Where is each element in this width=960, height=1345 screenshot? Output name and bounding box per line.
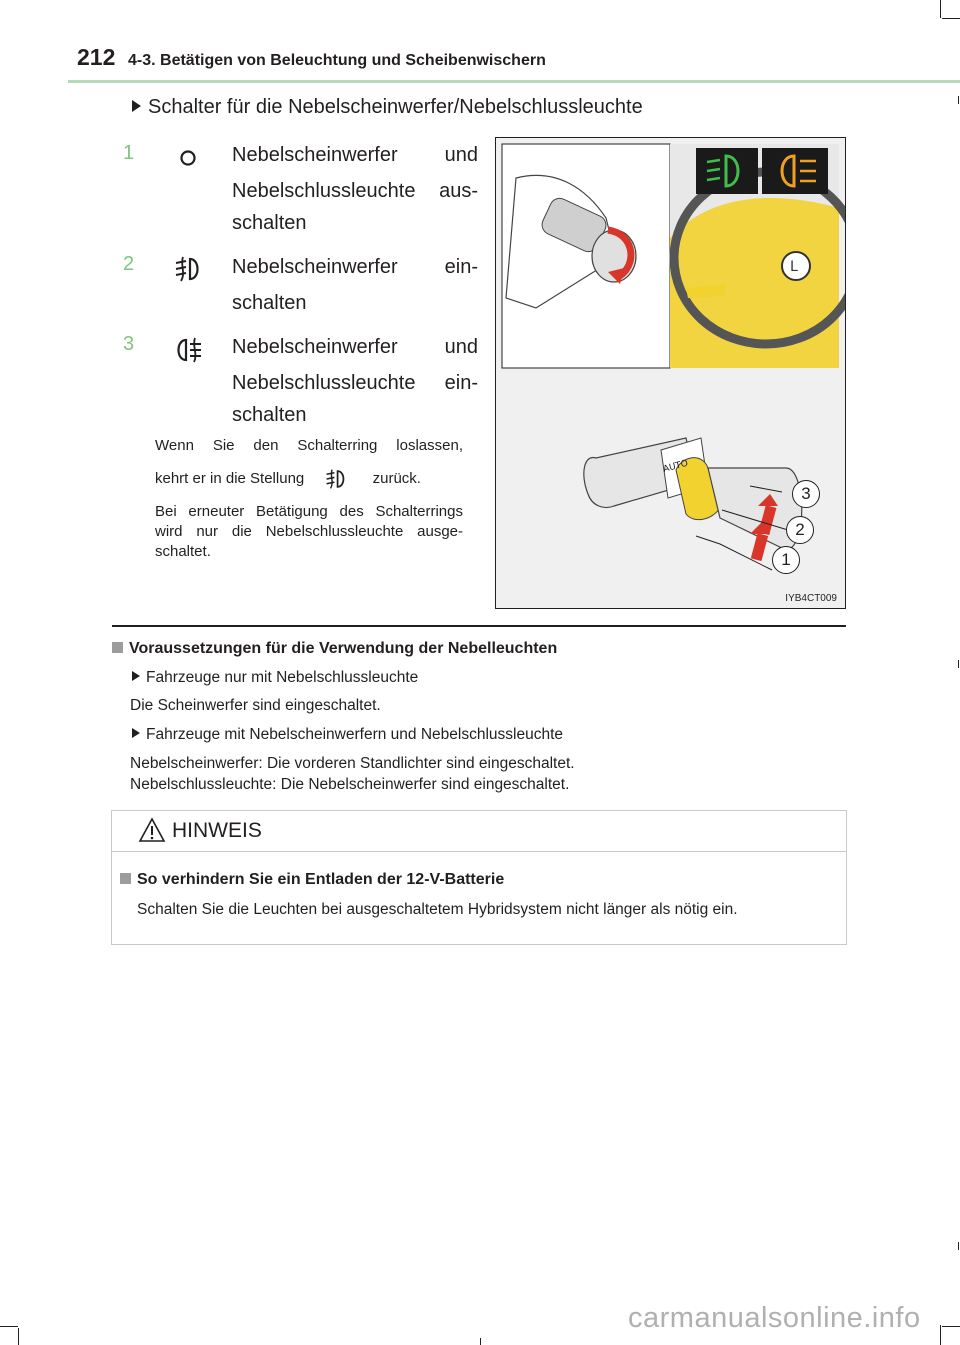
crop-mark — [940, 1325, 941, 1345]
hinweis-heading: So verhindern Sie ein Entladen der 12-V-Batterie — [120, 871, 504, 889]
conditions-text1: Die Scheinwerfer sind eingeschaltet. — [130, 697, 381, 714]
svg-text:L: L — [790, 259, 798, 275]
note-release: Wenn Sie den Schalterring loslassen, — [155, 437, 463, 454]
square-bullet-icon — [112, 642, 123, 653]
warning-icon — [138, 816, 166, 844]
front-fog-icon — [322, 468, 350, 490]
svg-text:AUTO: AUTO — [662, 458, 690, 475]
item-number: 2 — [123, 253, 135, 275]
crop-mark — [942, 1326, 960, 1327]
hinweis-box — [111, 810, 847, 945]
conditions-sub2: Fahrzeuge mit Nebelscheinwerfern und Nebelschlussleuchte — [132, 726, 563, 744]
callout-2: 2 — [786, 516, 814, 544]
item-text: Nebelscheinwerfer und Nebelschlussleuchte aus- schalten — [232, 144, 478, 234]
item-text: Nebelscheinwerfer ein- schalten — [232, 256, 478, 314]
square-bullet-icon — [120, 873, 131, 884]
item-text: Nebelscheinwerfer und Nebelschlussleuchte ein- schalten — [232, 336, 478, 426]
hinweis-header — [112, 811, 846, 852]
triangle-bullet-icon — [132, 100, 141, 112]
triangle-bullet-icon — [132, 728, 140, 738]
conditions-heading: Voraussetzungen für die Verwendung der Nebelleuchten — [112, 640, 557, 658]
triangle-bullet-icon — [132, 671, 140, 681]
note-repeat: Bei erneuter Betätigung des Schalterrings wird nur die Nebelschlussleuchte ausge- schaltet. — [155, 503, 463, 560]
watermark: carmanualsonline.info — [628, 1302, 921, 1334]
conditions-text2a: Nebelscheinwerfer: Die vorderen Standlichter sind eingeschaltet. — [130, 755, 575, 772]
figure-code: IYB4CT009 — [785, 593, 837, 604]
crop-mark — [958, 1242, 959, 1250]
conditions-sub1: Fahrzeuge nur mit Nebelschlussleuchte — [132, 669, 418, 687]
header-rule — [68, 80, 960, 83]
crop-mark — [18, 1328, 19, 1345]
page-number: 212 — [77, 44, 116, 70]
section-title — [132, 96, 643, 119]
conditions-text2b: Nebelschlussleuchte: Die Nebelscheinwerfer sind eingeschaltet. — [130, 776, 570, 793]
off-circle-icon — [178, 148, 198, 168]
item-number: 3 — [123, 333, 135, 355]
hinweis-text: Schalten Sie die Leuchten bei ausgeschaltetem Hybridsystem nicht länger als nötig ein. — [137, 901, 738, 918]
hinweis-title: HINWEIS — [172, 819, 262, 842]
rear-fog-icon — [172, 336, 204, 364]
crop-mark — [480, 1338, 481, 1345]
note-release-cont: kehrt er in die Stellung zurück. — [155, 468, 463, 490]
crop-mark — [958, 96, 959, 104]
switch-illustration — [495, 137, 846, 609]
front-fog-icon — [172, 255, 204, 283]
callout-3: 3 — [792, 480, 820, 508]
crop-mark — [940, 0, 941, 18]
crop-mark — [942, 18, 960, 19]
section-title-text: Schalter für die Nebelscheinwerfer/Nebelschlussleuchte — [148, 96, 643, 118]
callout-1: 1 — [772, 546, 800, 574]
item-number: 1 — [123, 142, 135, 164]
section-divider — [112, 625, 846, 627]
crop-mark — [958, 660, 959, 668]
crop-mark — [0, 1326, 18, 1327]
chapter-title: 4-3. Betätigen von Beleuchtung und Scheibenwischern — [128, 52, 546, 69]
